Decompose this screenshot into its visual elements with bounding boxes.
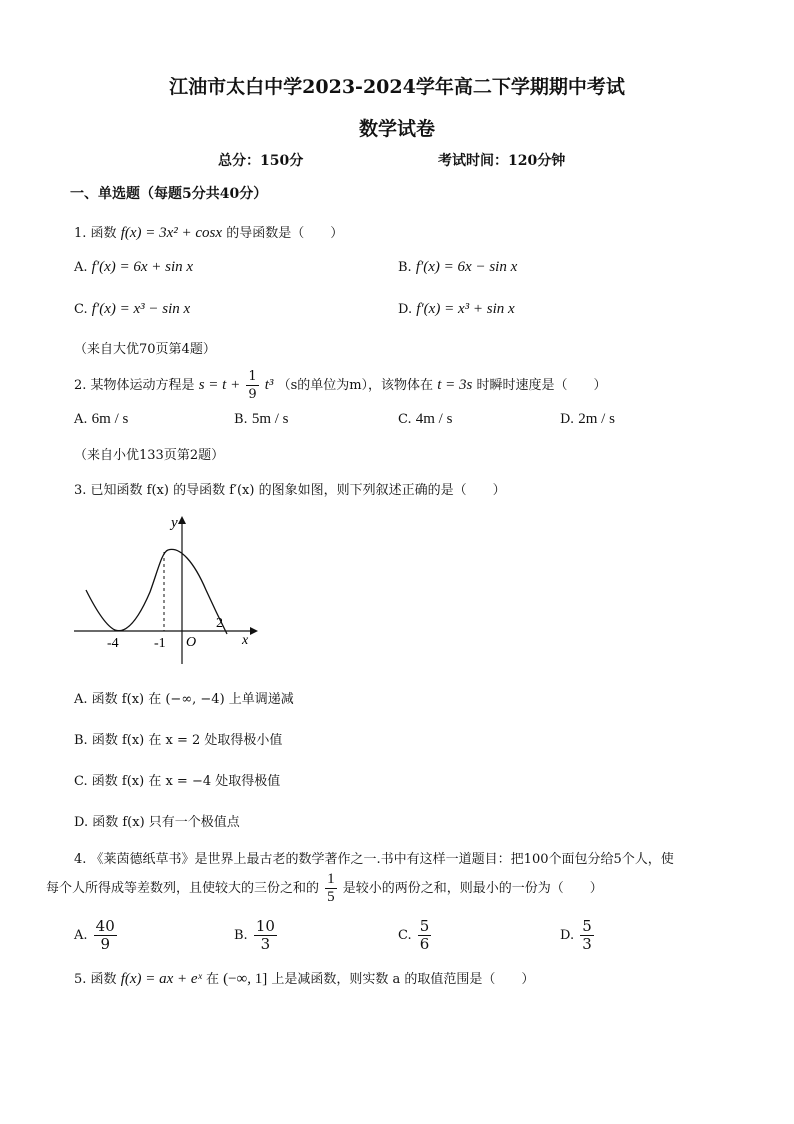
- fraction-denominator: 9: [100, 935, 110, 953]
- option-letter: A.: [74, 260, 88, 275]
- option-letter: B.: [234, 412, 248, 427]
- q2-option-a[interactable]: [74, 411, 128, 428]
- q5-stem-suffix: 上是减函数，则实数 a 的取值范围是（ ）: [271, 972, 535, 987]
- option-letter: D.: [560, 928, 575, 943]
- option-letter: C.: [398, 412, 412, 427]
- fraction-numerator: 1: [248, 369, 257, 384]
- q4-option-a[interactable]: [74, 914, 119, 958]
- option-letter: C.: [398, 928, 412, 943]
- option-fraction: [94, 918, 117, 953]
- tick-label-neg1: -1: [154, 636, 166, 651]
- derivative-graph: [70, 512, 260, 667]
- q2-option-d[interactable]: [560, 411, 615, 428]
- q4-line2: [46, 871, 603, 907]
- fraction-numerator: 5: [419, 917, 430, 935]
- y-axis-label: y: [171, 515, 178, 531]
- fraction-numerator: 40: [95, 917, 115, 935]
- exam-time: 考试时间：120分钟: [438, 153, 566, 169]
- option-text: 函数 f(x) 在 (−∞, −4) 上单调递减: [91, 692, 294, 707]
- tick-label-2: 2: [216, 616, 223, 631]
- q4-option-d[interactable]: [560, 914, 596, 958]
- option-letter: D.: [74, 815, 89, 830]
- fraction-numerator: 10: [255, 917, 275, 935]
- fraction-numerator: 1: [327, 871, 335, 887]
- q5-stem-mid: 在: [205, 972, 219, 987]
- option-text: 函数 f(x) 在 x = −4 处取得极值: [91, 774, 281, 789]
- tick-label-neg4: -4: [107, 636, 119, 651]
- exam-subtitle: 数学试卷: [358, 118, 435, 140]
- option-text: 函数 f(x) 只有一个极值点: [92, 815, 240, 830]
- q1-function: f(x) = 3x² + cosx: [120, 225, 223, 241]
- q4-line2-prefix: 每个人所得成等差数列，且使较大的三份之和的: [46, 881, 320, 896]
- q3-option-b[interactable]: [74, 729, 282, 748]
- fraction-denominator: 5: [327, 889, 335, 905]
- option-text: 6m / s: [91, 411, 129, 427]
- fraction-numerator: 5: [582, 917, 592, 935]
- q4-option-c[interactable]: [398, 914, 433, 958]
- option-letter: A.: [74, 692, 88, 707]
- y-axis-arrow: [178, 516, 186, 524]
- q2-option-b[interactable]: [234, 411, 289, 428]
- option-text: 4m / s: [415, 411, 453, 427]
- option-letter: A.: [74, 412, 88, 427]
- q2-equation-b: t³: [264, 377, 274, 393]
- q2-stem-suffix: 时瞬时速度是（ ）: [476, 378, 607, 393]
- q5-stem-prefix: 5. 函数: [74, 972, 117, 987]
- option-fraction: [254, 918, 277, 953]
- option-letter: B.: [398, 260, 412, 275]
- q2-option-c[interactable]: [398, 411, 452, 428]
- x-axis-label: x: [242, 633, 249, 648]
- q4-fraction: [325, 871, 337, 906]
- q5-stem: [74, 968, 534, 988]
- option-letter: C.: [74, 774, 88, 789]
- q1-stem-suffix: 的导函数是（ ）: [226, 226, 344, 241]
- q1-option-a[interactable]: [74, 259, 193, 276]
- q1-stem-prefix: 1. 函数: [74, 226, 117, 241]
- x-axis-arrow: [250, 627, 258, 635]
- q4-line1: 4. 《莱茵德纸草书》是世界上最古老的数学著作之一.书中有这样一道题目：把100个面包分给5个人，使: [74, 852, 674, 867]
- fraction-denominator: 9: [248, 387, 257, 402]
- origin-label: O: [186, 635, 197, 650]
- option-text: f′(x) = 6x + sin x: [91, 259, 194, 275]
- exam-title: 江油市太白中学2023-2024学年高二下学期期中考试: [169, 76, 625, 98]
- option-letter: B.: [74, 733, 88, 748]
- option-text: 5m / s: [251, 411, 289, 427]
- q2-stem-prefix: 2. 某物体运动方程是: [74, 378, 195, 393]
- q2-equation-a: s = t +: [198, 377, 241, 393]
- option-text: f′(x) = 6x − sin x: [415, 259, 518, 275]
- q2-source: （来自小优133页第2题）: [74, 448, 225, 463]
- q2-stem: [74, 367, 607, 404]
- q2-time-value: t = 3s: [437, 377, 473, 393]
- fraction-denominator: 6: [419, 935, 430, 953]
- option-letter: C.: [74, 302, 88, 317]
- option-letter: D.: [560, 412, 575, 427]
- q3-option-a[interactable]: [74, 688, 294, 707]
- q4-option-b[interactable]: [234, 914, 279, 958]
- option-text: f′(x) = x³ − sin x: [91, 301, 191, 317]
- total-score: 总分：150分: [218, 153, 304, 169]
- option-letter: A.: [74, 928, 88, 943]
- section-heading: 一、单选题（每题5分共40分）: [70, 186, 268, 202]
- option-fraction: [580, 918, 594, 953]
- option-text: f′(x) = x³ + sin x: [416, 301, 515, 317]
- option-text: 2m / s: [578, 411, 615, 427]
- q5-interval: (−∞, 1]: [223, 971, 268, 987]
- fraction-denominator: 3: [582, 935, 592, 953]
- q2-stem-mid: （s的单位为m），该物体在: [277, 378, 434, 393]
- q3-option-d[interactable]: [74, 811, 240, 830]
- q1-option-c[interactable]: [74, 301, 190, 318]
- q3-option-c[interactable]: [74, 770, 280, 789]
- q1-source: （来自大优70页第4题）: [74, 342, 216, 357]
- option-text: 函数 f(x) 在 x = 2 处取得极小值: [91, 733, 283, 748]
- q1-stem: [74, 222, 343, 242]
- q4-line2-suffix: 是较小的两份之和，则最小的一份为（ ）: [342, 881, 603, 896]
- option-fraction: [418, 918, 432, 953]
- q1-option-d[interactable]: [398, 301, 515, 318]
- derivative-curve: [86, 549, 227, 634]
- q2-fraction: [246, 368, 258, 403]
- option-letter: D.: [398, 302, 413, 317]
- option-letter: B.: [234, 928, 248, 943]
- q5-function: f(x) = ax + eˣ: [120, 971, 202, 987]
- fraction-denominator: 3: [260, 935, 271, 953]
- q3-stem: 3. 已知函数 f(x) 的导函数 f′(x) 的图象如图，则下列叙述正确的是（ ）: [74, 483, 506, 498]
- q1-option-b[interactable]: [398, 259, 517, 276]
